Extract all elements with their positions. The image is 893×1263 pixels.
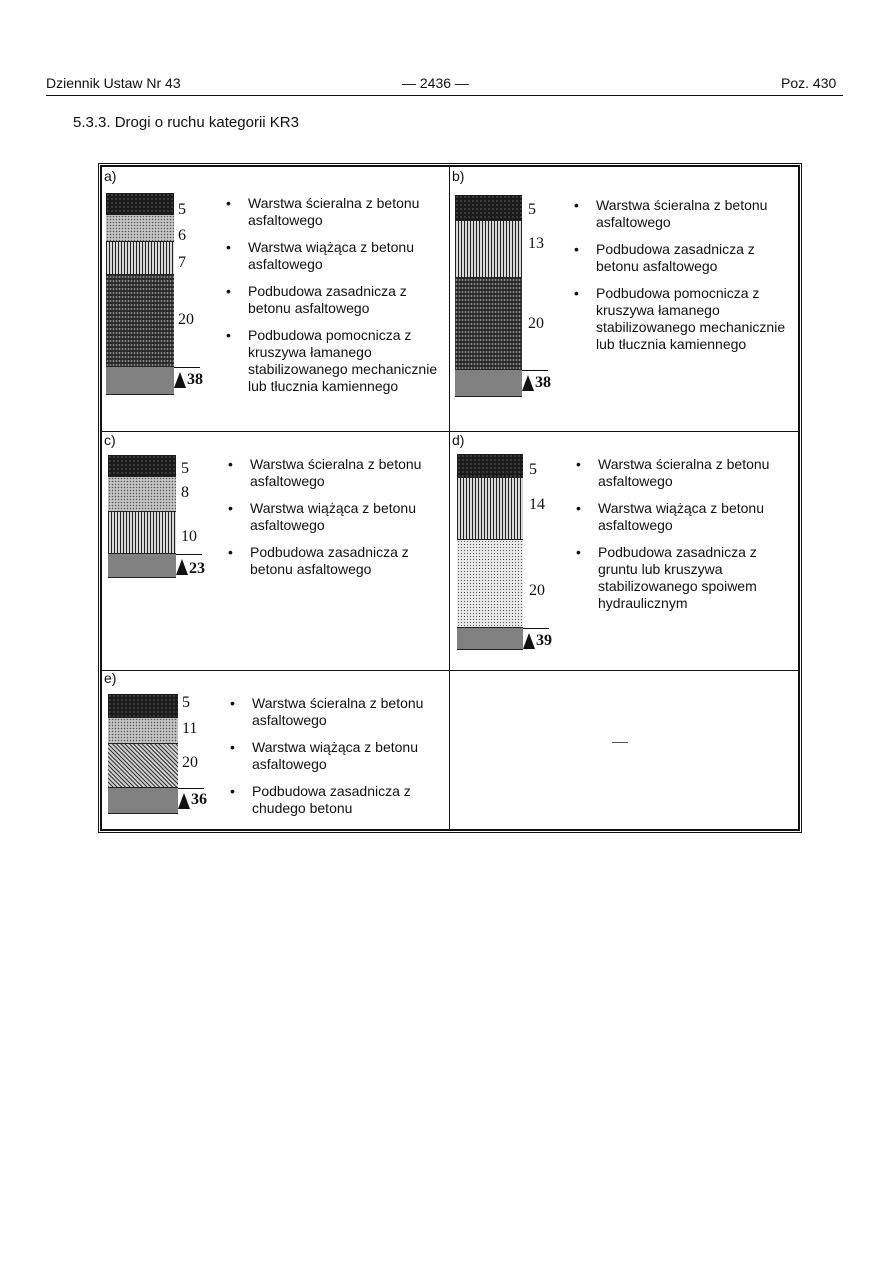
panel-c-label: c)	[104, 432, 116, 448]
thickness-label: 7	[178, 254, 186, 271]
panel-d-list	[576, 456, 791, 622]
header-page-number: — 2436 —	[402, 75, 469, 91]
layer-wearing	[457, 454, 523, 478]
total-rule	[174, 367, 200, 368]
list-item: • Podbudowa zasadnicza z gruntu lub kruszywa stabilizowanego spoiwem hydraulicznym	[576, 544, 791, 612]
total-rule	[178, 788, 204, 789]
panel-b-label: b)	[452, 168, 465, 184]
layer-subbase	[106, 275, 174, 367]
layer-subgrade	[108, 788, 178, 814]
layer-subgrade	[455, 370, 522, 397]
list-item: • Podbudowa zasadnicza z betonu asfaltowego	[226, 283, 441, 317]
layer-base-asphalt	[106, 242, 174, 275]
list-item: • Warstwa ścieralna z betonu asfaltowego	[230, 695, 445, 729]
list-item: • Podbudowa zasadnicza z betonu asfaltowego	[228, 544, 443, 578]
panel-c-list	[228, 456, 443, 588]
list-item: • Warstwa wiążąca z betonu asfaltowego	[230, 739, 445, 773]
list-item: • Warstwa ścieralna z betonu asfaltowego	[576, 456, 791, 490]
total-thickness: 36	[191, 791, 207, 808]
layer-wearing	[455, 195, 522, 221]
layer-base-asphalt	[455, 221, 522, 278]
layer-binder	[108, 718, 178, 744]
list-item: • Warstwa ścieralna z betonu asfaltowego	[574, 197, 789, 231]
total-thickness: 23	[189, 560, 205, 577]
thickness-label: 20	[528, 315, 544, 332]
thickness-label: 5	[178, 201, 186, 218]
layer-base-stabilized	[457, 540, 523, 628]
layer-wearing	[106, 193, 174, 215]
thickness-label: 5	[528, 201, 536, 218]
total-rule	[176, 554, 202, 555]
layer-base-lean-concrete	[108, 744, 178, 788]
thickness-label: 10	[181, 528, 197, 545]
thickness-label: 20	[529, 582, 545, 599]
list-item: • Podbudowa pomocnicza z kruszywa łamanego stabilizowanego mechanicznie lub tłucznia kamiennego	[574, 285, 789, 353]
list-item: • Warstwa wiążąca z betonu asfaltowego	[576, 500, 791, 534]
total-thickness: 39	[536, 632, 552, 649]
layer-binder	[108, 477, 176, 512]
thickness-label: 11	[182, 720, 198, 737]
layer-wearing	[108, 694, 178, 718]
panel-e-label: e)	[104, 670, 117, 686]
header-right: Poz. 430	[781, 75, 837, 91]
list-item: • Podbudowa zasadnicza z betonu asfaltowego	[574, 241, 789, 275]
list-item: • Warstwa ścieralna z betonu asfaltowego	[226, 195, 441, 229]
thickness-label: 5	[181, 460, 189, 477]
total-marker-icon	[178, 793, 190, 809]
table-divider-row2	[101, 670, 799, 671]
empty-cell-mark	[612, 742, 628, 743]
panel-a-label: a)	[104, 168, 117, 184]
total-rule	[522, 370, 548, 371]
header-rule	[46, 95, 843, 96]
thickness-label: 14	[529, 496, 545, 513]
panel-b-list	[574, 197, 789, 363]
total-thickness: 38	[187, 371, 203, 388]
header-left: Dziennik Ustaw Nr 43	[46, 75, 181, 91]
panel-a-list	[226, 195, 441, 405]
thickness-label: 5	[182, 694, 190, 711]
layer-subgrade	[108, 554, 176, 578]
total-rule	[523, 628, 549, 629]
list-item: • Podbudowa pomocnicza z kruszywa łamanego stabilizowanego mechanicznie lub tłucznia kamiennego	[226, 327, 441, 395]
table-divider-row1	[101, 431, 799, 432]
thickness-label: 5	[529, 461, 537, 478]
layer-base-asphalt	[108, 512, 176, 554]
layer-binder	[457, 478, 523, 540]
layer-subgrade	[106, 367, 174, 395]
panel-d-label: d)	[452, 432, 465, 448]
layer-wearing	[108, 455, 176, 477]
total-thickness: 38	[535, 374, 551, 391]
list-item: • Warstwa ścieralna z betonu asfaltowego	[228, 456, 443, 490]
layer-binder	[106, 215, 174, 242]
thickness-label: 20	[182, 754, 198, 771]
list-item: • Podbudowa zasadnicza z chudego betonu	[230, 783, 445, 817]
list-item: • Warstwa wiążąca z betonu asfaltowego	[228, 500, 443, 534]
thickness-label: 13	[528, 235, 544, 252]
section-title: 5.3.3. Drogi o ruchu kategorii KR3	[73, 114, 299, 131]
layer-subgrade	[457, 628, 523, 650]
total-marker-icon	[176, 559, 188, 575]
total-marker-icon	[522, 375, 534, 391]
total-marker-icon	[174, 372, 186, 388]
layer-subbase	[455, 278, 522, 370]
table-divider-vertical	[449, 167, 450, 830]
thickness-label: 20	[178, 311, 194, 328]
total-marker-icon	[523, 633, 535, 649]
thickness-label: 8	[181, 484, 189, 501]
list-item: • Warstwa wiążąca z betonu asfaltowego	[226, 239, 441, 273]
panel-e-list	[230, 695, 445, 827]
thickness-label: 6	[178, 227, 186, 244]
